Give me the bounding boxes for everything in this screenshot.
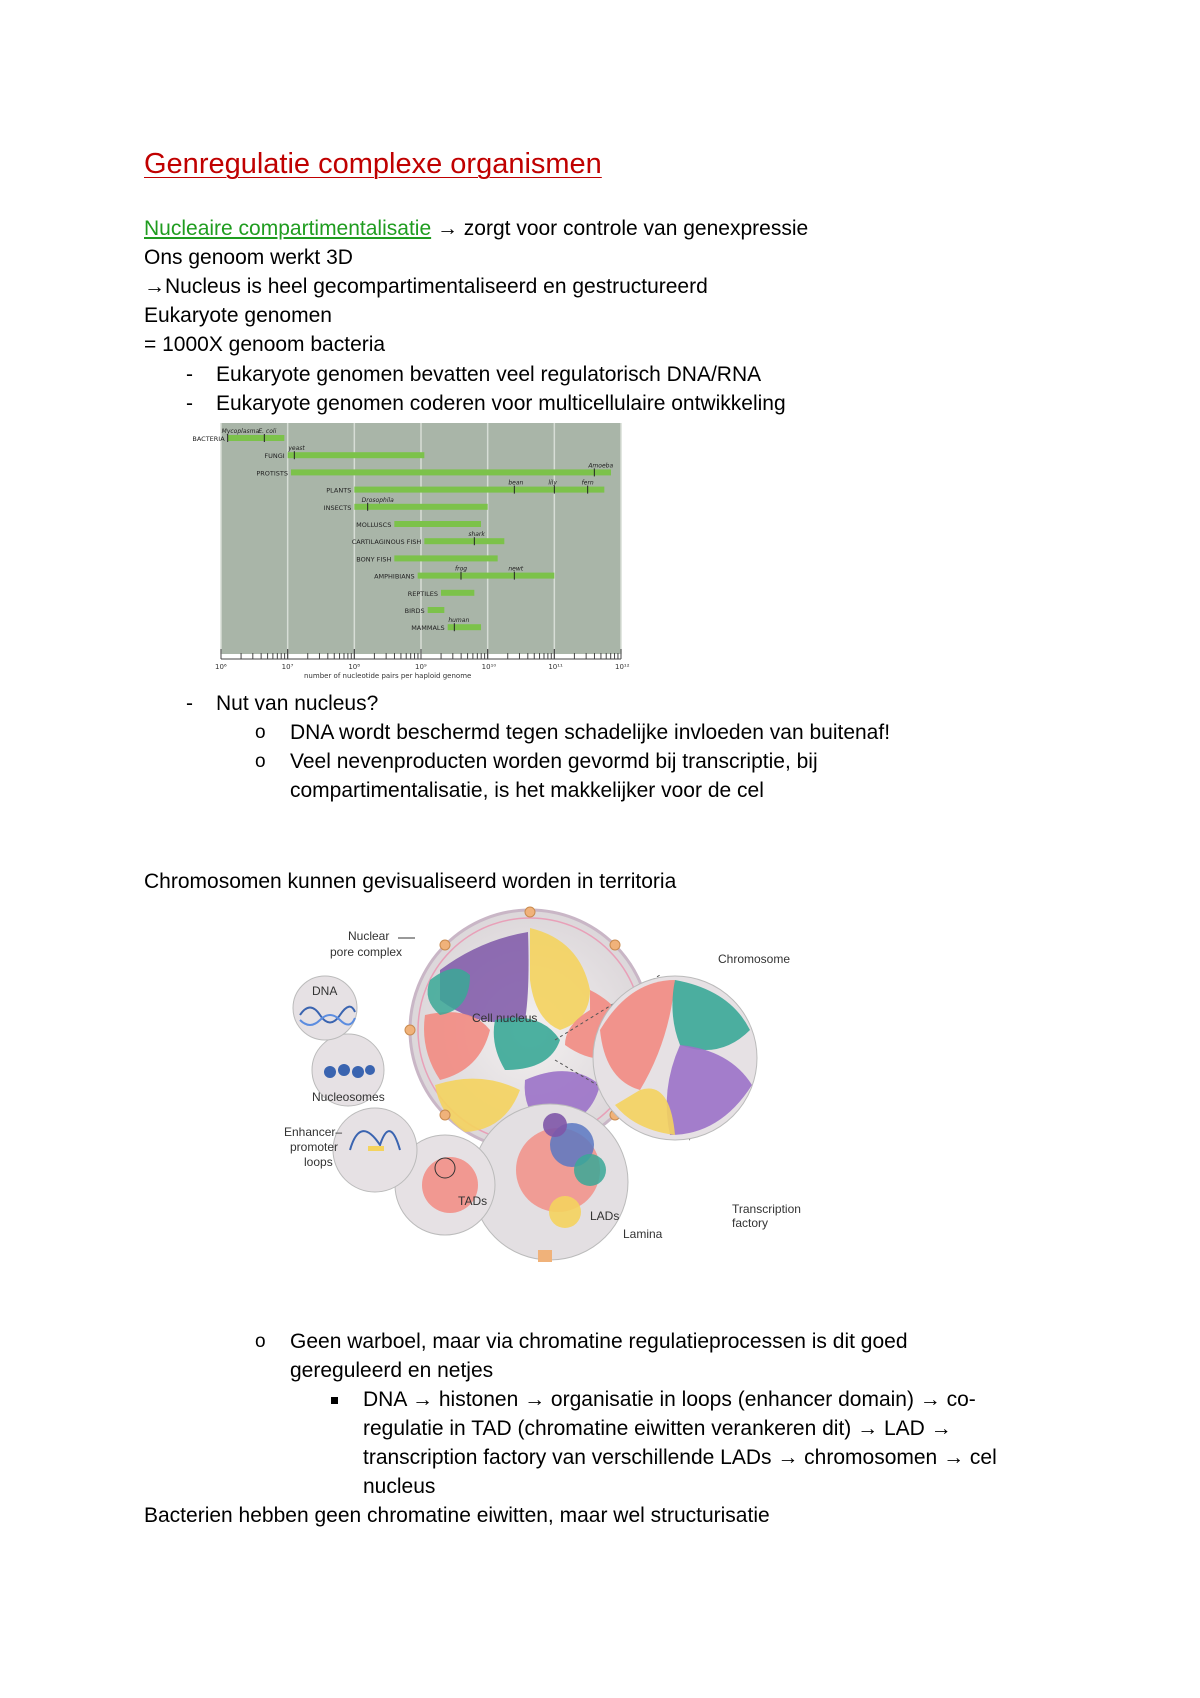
text-line: = 1000X genoom bacteria xyxy=(144,333,386,356)
label-transcription: Transcription xyxy=(732,1202,801,1216)
text-line: Ons genoom werkt 3D xyxy=(144,246,353,269)
chart-species-label: human xyxy=(448,617,470,625)
chart-species-label: yeast xyxy=(288,445,305,453)
pore-icon xyxy=(538,1250,552,1262)
lad-purple xyxy=(543,1113,567,1137)
square-item-continued: regulatie in TAD (chromatine eiwitten verankeren dit) → LAD → xyxy=(363,1417,952,1440)
chart-species-label: newt xyxy=(508,565,524,573)
list-item: Eukaryote genomen bevatten veel regulatorisch DNA/RNA xyxy=(216,363,762,386)
chart-species-label: lily xyxy=(548,479,557,487)
enhancer-promoter xyxy=(368,1146,384,1151)
sub-item: Geen warboel, maar via chromatine regulatieprocessen is dit goed xyxy=(290,1330,908,1353)
label-promoter: promoter xyxy=(290,1140,339,1154)
circle-bullet: o xyxy=(255,751,266,772)
label-chromosome: Chromosome xyxy=(718,952,791,966)
chromosome-territory-diagram xyxy=(284,920,830,1315)
label-tads: TADs xyxy=(458,1194,488,1208)
section-heading-line xyxy=(144,215,808,243)
chart-tick-label: 10¹⁰ xyxy=(481,663,497,671)
chart-bar xyxy=(228,435,285,441)
page-title: Genregulatie complexe organismen xyxy=(144,148,602,180)
lad-yellow xyxy=(549,1196,581,1228)
chart-bar xyxy=(428,607,445,613)
section-heading: Nucleaire compartimentalisatie xyxy=(144,217,432,240)
label-cell-nucleus: Cell nucleus xyxy=(472,1011,538,1025)
label-factory: factory xyxy=(732,1216,769,1230)
lad-teal xyxy=(574,1154,606,1186)
chart-category-label: FUNGI xyxy=(264,452,285,461)
circle-bullet: o xyxy=(255,1331,266,1352)
chart-category-label: CARTILAGINOUS FISH xyxy=(351,538,422,547)
chart-bar xyxy=(354,487,604,493)
list-item: Nut van nucleus? xyxy=(216,692,379,715)
chart-category-label: PROTISTS xyxy=(256,469,288,478)
chart-species-label: E. coli xyxy=(258,428,277,435)
chart-bar xyxy=(394,521,481,527)
label-enhancer: Enhancer– xyxy=(284,1125,343,1139)
chart-tick-label: 10⁷ xyxy=(281,663,294,671)
sub-item-continued: gereguleerd en netjes xyxy=(290,1359,494,1382)
chart-tick-label: 10¹² xyxy=(615,663,630,671)
chart-tick-label: 10⁹ xyxy=(415,663,427,671)
sub-item-continued: compartimentalisatie, is het makkelijker voor de cel xyxy=(290,779,764,802)
chart-species-label: frog xyxy=(455,565,468,573)
chart-category-label: MOLLUSCS xyxy=(356,521,392,529)
chart-species-label: Drosophila xyxy=(361,496,394,504)
chart-category-label: BONY FISH xyxy=(356,555,392,564)
chart-bar xyxy=(291,469,611,475)
chart-bar xyxy=(424,538,504,544)
label-nuclear: Nuclear xyxy=(348,929,390,943)
chart-category-label: INSECTS xyxy=(323,503,352,512)
label-lamina: Lamina xyxy=(623,1227,663,1241)
chart-category-label: BACTERIA xyxy=(192,435,225,443)
square-item-continued: transcription factory van verschillende LADs → chromosomen → cel xyxy=(363,1446,997,1469)
chart-tick-label: 10¹¹ xyxy=(548,663,563,671)
chart-bar xyxy=(418,573,555,579)
label-nucleosomes: Nucleosomes xyxy=(312,1090,385,1104)
chart-species-label: Mycoplasma xyxy=(221,428,260,435)
dash-bullet: - xyxy=(186,363,193,386)
sub-item: Veel nevenproducten worden gevormd bij transcriptie, bij xyxy=(290,750,818,773)
chart-species-label: bean xyxy=(508,479,524,487)
chart-bar xyxy=(394,555,497,561)
sub-item: DNA wordt beschermd tegen schadelijke invloeden van buitenaf! xyxy=(290,721,891,744)
section-heading-rest: → zorgt voor controle van genexpressie xyxy=(436,217,809,240)
square-bullet xyxy=(331,1397,338,1404)
dash-bullet: - xyxy=(186,692,193,715)
chart-tick-label: 10⁶ xyxy=(215,663,227,671)
chart-bar xyxy=(354,504,487,510)
chart-category-label: AMPHIBIANS xyxy=(374,572,415,581)
chart-species-label: Amoeba xyxy=(588,462,614,470)
chart-species-label: fern xyxy=(581,479,594,487)
chart-x-label: number of nucleotide pairs per haploid genome xyxy=(304,672,472,680)
text-line: Chromosomen kunnen gevisualiseerd worden in territoria xyxy=(144,870,677,893)
chart-category-label: REPTILES xyxy=(407,589,438,598)
text-line: →Nucleus is heel gecompartimentaliseerd en gestructureerd xyxy=(144,275,708,298)
label-dna: DNA xyxy=(312,984,338,998)
chart-species-label: shark xyxy=(468,531,485,539)
text-line: Eukaryote genomen xyxy=(144,304,332,327)
label-pore-complex: pore complex xyxy=(330,945,403,959)
label-loops: loops xyxy=(304,1155,333,1169)
dash-bullet: - xyxy=(186,392,193,415)
square-item: DNA → histonen → organisatie in loops (enhancer domain) → co- xyxy=(363,1388,976,1411)
genome-size-chart xyxy=(192,421,630,681)
text-line: Bacterien hebben geen chromatine eiwitten, maar wel structurisatie xyxy=(144,1504,770,1527)
chart-bar xyxy=(288,452,425,458)
chart-category-label: PLANTS xyxy=(326,486,352,495)
chart-bar xyxy=(441,590,474,596)
chart-bar xyxy=(448,624,481,630)
chart-category-label: MAMMALS xyxy=(411,624,445,633)
chart-tick-label: 10⁸ xyxy=(348,663,361,671)
chart-category-label: BIRDS xyxy=(404,607,425,615)
list-item: Eukaryote genomen coderen voor multicellulaire ontwikkeling xyxy=(216,392,786,415)
label-lads: LADs xyxy=(590,1209,620,1223)
square-item-continued: nucleus xyxy=(363,1475,436,1498)
circle-bullet: o xyxy=(255,722,266,743)
